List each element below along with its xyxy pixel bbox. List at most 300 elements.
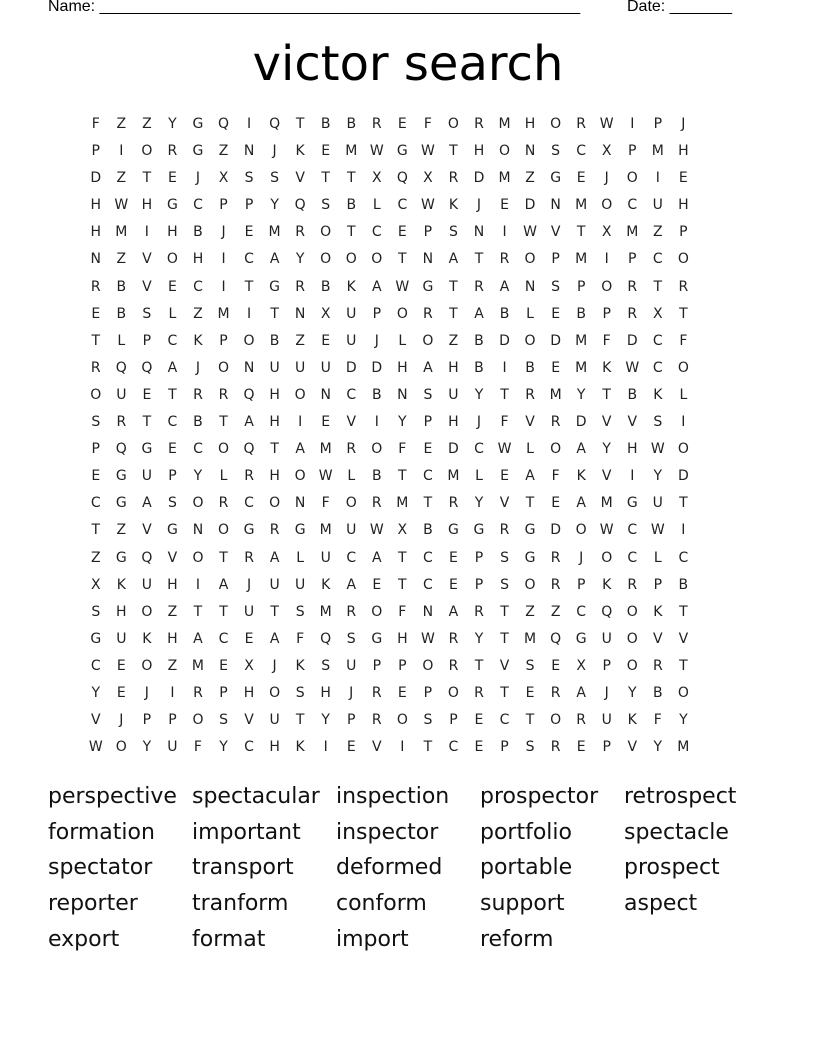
grid-letter: V [678,630,689,647]
grid-letter: S [142,305,152,322]
grid-letter: O [677,359,689,376]
grid-letter: T [295,116,305,132]
grid-letter: C [422,468,433,485]
grid-letter: H [524,116,536,132]
grid-letter: Y [168,116,177,132]
word-list-item: import [336,926,409,952]
grid-letter: Y [91,684,101,701]
grid-row [83,572,696,599]
grid-letter: B [371,386,382,403]
grid-letter: U [269,576,280,593]
grid-letter: O [524,251,536,268]
grid-letter: F [653,712,662,729]
word-list-item: format [192,926,266,952]
grid-letter: O [294,468,306,485]
grid-letter: O [396,712,408,729]
grid-letter: F [91,116,100,132]
grid-letter: E [244,630,254,647]
grid-letter: S [321,197,331,214]
grid-letter: Y [576,386,586,403]
grid-letter: C [346,386,357,403]
grid-letter: R [90,278,101,295]
grid-letter: R [550,549,561,566]
grid-letter: T [679,305,688,322]
grid-letter: H [269,468,280,485]
grid-letter: N [294,495,306,512]
grid-letter: T [91,522,101,539]
grid-letter: B [474,359,484,376]
grid-letter: Q [396,170,408,187]
grid-letter: T [270,305,279,322]
grid-row [83,274,696,301]
grid-letter: P [219,684,228,701]
grid-letter: R [269,522,280,539]
word-list-item: formation [48,819,155,845]
grid-letter: C [652,359,663,376]
grid-letter: J [476,197,482,214]
grid-letter: O [90,386,102,403]
grid-letter: G [626,495,638,512]
grid-letter: T [679,495,688,512]
grid-letter: W [420,143,435,160]
grid-letter: C [422,576,433,593]
grid-letter: T [142,414,152,431]
grid-letter: M [575,359,588,376]
grid-letter: O [141,657,153,674]
grid-letter: E [91,305,101,322]
grid-letter: V [142,522,152,539]
grid-letter: T [500,684,509,701]
grid-letter: R [346,441,357,458]
grid-letter: T [398,576,407,593]
grid-letter: M [677,739,690,756]
grid-letter: U [346,522,357,539]
grid-letter: F [602,332,611,349]
grid-letter: C [652,332,663,349]
grid-letter: Y [653,468,663,485]
word-list-item: spectacular [192,784,320,809]
grid-row [83,355,696,382]
grid-letter: J [579,549,584,566]
grid-letter: P [628,143,637,160]
grid-letter: B [116,305,127,322]
grid-letter: E [321,332,331,349]
grid-letter: T [576,224,586,241]
grid-letter: Y [270,197,279,214]
grid-letter: A [372,278,382,295]
grid-letter: E [116,684,126,701]
grid-letter: N [422,603,434,620]
grid-letter: K [602,576,612,593]
grid-letter: S [219,712,228,729]
word-list-item: tranform [192,891,289,917]
grid-letter: C [218,630,229,647]
grid-letter: O [550,712,562,729]
grid-letter: I [400,739,405,756]
grid-letter: M [498,170,511,187]
grid-letter: E [449,576,458,593]
grid-letter: R [550,739,561,756]
grid-letter: O [217,359,230,376]
grid-letter: W [369,522,384,539]
grid-letter: Y [321,712,330,729]
grid-letter: E [397,684,407,701]
grid-letter: W [650,522,665,539]
grid-letter: Y [474,630,484,647]
grid-letter: H [243,684,255,701]
grid-letter: T [398,549,407,566]
grid-letter: K [116,576,126,593]
grid-letter: A [448,251,459,268]
grid-letter: S [500,576,509,593]
grid-letter: V [295,170,305,187]
grid-letter: X [320,305,331,322]
grid-letter: F [398,441,407,458]
grid-letter: V [601,414,612,431]
grid-letter: I [323,739,328,756]
grid-letter: Q [141,549,153,566]
grid-letter: B [653,684,663,701]
grid-letter: O [192,495,204,512]
grid-letter: B [346,197,357,214]
grid-letter: K [193,332,203,349]
grid-letter: H [90,224,102,241]
word-list-item: reporter [48,891,138,917]
grid-letter: C [627,549,638,566]
grid-letter: P [91,143,100,160]
grid-letter: E [551,495,561,512]
grid-letter: V [244,712,254,729]
grid-letter: E [397,116,407,132]
grid-letter: E [244,224,254,241]
grid-letter: N [243,359,255,376]
grid-letter: E [449,549,458,566]
grid-letter: G [524,522,536,539]
grid-letter: X [576,657,586,674]
word-list [48,779,768,957]
grid-row [83,382,696,409]
grid-letter: U [269,712,280,729]
grid-letter: A [423,359,433,376]
grid-letter: C [193,278,203,295]
grid-letter: S [551,278,561,295]
grid-letter: G [141,441,153,458]
grid-letter: O [601,278,613,295]
grid-letter: U [167,739,178,756]
grid-letter: V [142,251,152,268]
grid-letter: R [371,495,382,512]
grid-letter: S [551,143,561,160]
word-list-item: prospect [624,855,720,881]
grid-letter: P [449,712,458,729]
grid-letter: P [219,197,228,214]
grid-letter: H [269,386,280,403]
grid-letter: B [346,116,357,132]
grid-letter: H [397,359,408,376]
grid-row [83,707,696,734]
grid-letter: O [422,657,434,674]
grid-letter: T [398,251,407,268]
grid-letter: A [244,414,254,431]
grid-letter: M [345,143,358,160]
grid-letter: T [474,657,484,674]
grid-letter: T [142,170,152,187]
grid-letter: N [90,251,102,268]
grid-letter: J [195,170,201,187]
grid-letter: C [499,712,510,729]
grid-letter: O [550,116,562,132]
word-list-item: export [48,926,120,952]
grid-letter: Q [243,441,255,458]
grid-letter: P [602,739,611,756]
word-list-item: inspection [336,784,450,809]
grid-row [83,436,696,463]
word-list-item: important [192,819,301,845]
grid-letter: G [90,630,102,647]
grid-letter: E [91,468,101,485]
grid-letter: H [626,441,638,458]
grid-letter: I [170,684,175,701]
grid-letter: T [219,414,228,431]
grid-letter: V [90,712,101,729]
grid-letter: N [524,143,536,160]
grid-letter: R [193,386,203,403]
grid-letter: T [219,549,228,566]
grid-letter: V [653,630,663,647]
grid-letter: U [346,332,357,349]
grid-letter: Z [167,657,178,674]
grid-letter: B [320,278,331,295]
grid-letter: X [653,305,663,322]
grid-letter: F [500,414,509,431]
grid-letter: P [91,441,100,458]
grid-letter: E [576,170,586,187]
grid-letter: H [167,576,178,593]
grid-row [83,626,696,653]
grid-letter: L [372,197,381,214]
grid-letter: C [244,495,254,512]
grid-letter: O [447,684,459,701]
grid-letter: O [447,116,459,132]
grid-letter: Q [320,630,332,647]
grid-letter: S [423,712,433,729]
word-list-item: support [480,891,565,917]
grid-letter: X [218,170,229,187]
grid-letter: C [627,197,638,214]
grid-letter: H [678,143,689,160]
grid-letter: B [474,332,484,349]
grid-letter: R [193,684,203,701]
grid-letter: U [652,197,663,214]
grid-letter: A [346,576,357,593]
grid-letter: J [604,170,609,187]
grid-letter: O [626,603,638,620]
grid-letter: R [244,468,254,485]
grid-letter: G [575,630,587,647]
grid-letter: O [141,603,153,620]
grid-letter: B [269,332,280,349]
grid-letter: Z [550,603,561,620]
grid-letter: Q [550,630,562,647]
grid-letter: A [269,630,280,647]
grid-letter: Y [142,739,152,756]
grid-letter: R [576,712,587,729]
grid-letter: W [497,441,512,458]
grid-letter: V [167,549,178,566]
grid-letter: J [604,684,609,701]
grid-letter: R [295,278,306,295]
grid-letter: G [269,278,281,295]
grid-letter: B [423,522,433,539]
grid-letter: T [91,332,101,349]
grid-letter: P [372,657,382,674]
grid-letter: O [243,332,255,349]
grid-letter: I [144,224,149,241]
grid-letter: T [449,278,458,295]
grid-letter: P [219,332,228,349]
grid-letter: Y [627,684,637,701]
grid-letter: H [448,414,459,431]
word-list-item: transport [192,855,294,881]
grid-letter: I [298,414,303,431]
grid-letter: T [270,603,279,620]
grid-letter: M [575,251,588,268]
grid-letter: S [653,414,663,431]
grid-letter: G [550,170,562,187]
grid-letter: Y [295,251,305,268]
grid-letter: N [397,386,408,403]
word-list-item: portfolio [480,819,572,845]
grid-letter: E [500,468,509,485]
grid-letter: Z [218,143,229,160]
grid-letter: U [346,305,357,322]
grid-letter: Z [448,332,459,349]
grid-letter: A [499,278,510,295]
grid-letter: L [117,332,126,349]
grid-letter: I [221,251,226,268]
grid-letter: L [398,332,407,349]
grid-letter: A [525,468,535,485]
grid-letter: N [524,278,536,295]
grid-letter: P [142,332,152,349]
grid-letter: G [192,116,204,132]
grid-letter: T [525,495,535,512]
grid-letter: S [295,684,305,701]
grid-letter: E [116,657,126,674]
grid-letter: P [628,251,637,268]
grid-letter: M [217,305,230,322]
grid-letter: O [524,576,536,593]
word-list-item: portable [480,855,573,881]
grid-letter: C [397,197,408,214]
grid-letter: G [371,630,383,647]
grid-letter: D [677,468,689,485]
grid-letter: P [347,712,356,729]
grid-letter: B [320,116,331,132]
grid-letter: E [372,576,382,593]
grid-letter: X [601,224,612,241]
grid-letter: R [627,305,638,322]
grid-letter: Z [193,305,203,322]
grid-letter: K [627,712,637,729]
grid-letter: Y [474,495,484,512]
grid-letter: N [243,143,255,160]
grid-letter: S [167,495,177,512]
grid-row [83,599,696,626]
word-list-item: retrospect [624,784,737,809]
grid-letter: Z [116,251,127,268]
grid-letter: W [599,116,614,132]
grid-letter: E [397,224,407,241]
grid-letter: P [602,657,611,674]
word-list-item: conform [336,891,427,917]
grid-letter: O [626,630,638,647]
grid-letter: Q [294,197,306,214]
grid-letter: O [677,684,689,701]
grid-letter: V [525,414,535,431]
grid-letter: R [423,305,433,322]
grid-letter: B [576,305,586,322]
grid-letter: Y [474,386,484,403]
grid-letter: V [601,468,612,485]
grid-letter: S [295,603,305,620]
grid-letter: P [168,468,177,485]
grid-letter: O [192,712,204,729]
grid-letter: A [576,495,586,512]
grid-letter: R [371,684,382,701]
grid-letter: K [448,197,459,214]
grid-row [83,219,696,246]
grid-letter: O [345,495,357,512]
grid-letter: O [192,549,204,566]
grid-letter: X [90,576,101,593]
grid-letter: G [294,522,306,539]
grid-letter: O [217,522,230,539]
grid-letter: I [246,116,252,132]
grid-letter: Y [219,739,228,756]
grid-letter: O [524,332,536,349]
grid-letter: J [221,224,226,241]
grid-letter: A [576,684,586,701]
grid-letter: J [195,359,201,376]
grid-letter: X [244,657,254,674]
grid-letter: S [244,170,254,187]
grid-letter: T [500,630,509,647]
grid-letter: Z [90,549,101,566]
grid-letter: M [498,116,511,132]
grid-letter: G [166,522,178,539]
grid-letter: O [115,739,127,756]
grid-row [83,328,696,355]
grid-letter: E [576,739,586,756]
grid-letter: A [167,359,178,376]
grid-letter: U [320,359,331,376]
grid-letter: M [600,495,613,512]
grid-letter: I [681,522,686,539]
grid-letter: U [116,630,127,647]
grid-letter: K [295,657,305,674]
grid-letter: P [576,278,586,295]
grid-letter: M [626,224,639,241]
word-list-item: spectacle [624,819,729,845]
grid-letter: D [473,170,485,187]
grid-letter: R [550,684,561,701]
grid-letter: W [318,468,333,485]
grid-letter: R [627,576,638,593]
grid-letter: S [91,603,101,620]
grid-letter: N [473,224,485,241]
grid-letter: P [142,712,152,729]
